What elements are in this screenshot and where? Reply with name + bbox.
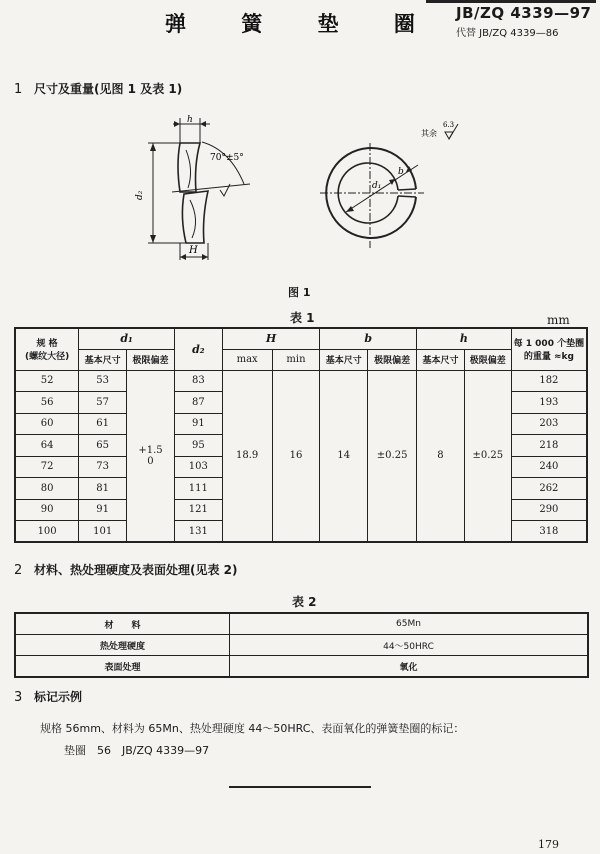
- cell-d1: 101: [79, 521, 127, 543]
- cell-d1: 57: [79, 392, 127, 414]
- cell-d2: 83: [174, 370, 222, 392]
- section-title: 尺寸及重量(见图 1 及表 1): [34, 82, 183, 96]
- section-number: 1: [14, 82, 23, 97]
- roughness-prefix: 其余: [421, 129, 437, 138]
- cell-d2: 131: [174, 521, 222, 543]
- table-row: [15, 370, 587, 392]
- cell-d1: 65: [79, 435, 127, 457]
- material-key: 材 料: [15, 613, 230, 635]
- section-1-heading: [14, 80, 182, 97]
- cell-weight: 218: [511, 435, 587, 457]
- table-row: [15, 613, 588, 635]
- cell-d1: 53: [79, 370, 127, 392]
- marking-example-mark: 垫圈 56 JB/ZQ 4339—97: [64, 744, 210, 757]
- unit-label: mm: [547, 313, 570, 327]
- label-H: H: [189, 245, 198, 256]
- header-H: H: [222, 328, 320, 349]
- d1-tolerance-lower: 0: [147, 455, 154, 467]
- header-d1-tolerance: 极限偏差: [127, 349, 175, 370]
- table-row: [15, 656, 588, 678]
- section-title: 标记示例: [34, 690, 83, 704]
- section-3-heading: [14, 688, 82, 705]
- cell-spec: 60: [15, 413, 79, 435]
- section-2-heading: [14, 561, 238, 578]
- cell-d2: 91: [174, 413, 222, 435]
- label-h: h: [187, 115, 193, 125]
- cell-d1: 91: [79, 499, 127, 521]
- cell-h-basic: 8: [417, 370, 465, 542]
- cell-h-tolerance: ±0.25: [464, 370, 511, 542]
- cell-spec: 56: [15, 392, 79, 414]
- label-d2: d₂: [135, 190, 145, 200]
- cell-spec: 90: [15, 499, 79, 521]
- cell-weight: 240: [511, 456, 587, 478]
- cell-weight: 182: [511, 370, 587, 392]
- cell-spec: 52: [15, 370, 79, 392]
- cell-weight: 262: [511, 478, 587, 500]
- cell-d2: 111: [174, 478, 222, 500]
- surface-treatment-key: 表面处理: [15, 656, 230, 678]
- table-2-caption: 表 2: [292, 595, 317, 609]
- cell-b-basic: 14: [320, 370, 368, 542]
- end-rule: [229, 786, 371, 788]
- cell-d1: 81: [79, 478, 127, 500]
- washer-top-view-drawing: [310, 110, 470, 260]
- roughness-value: 6.3: [443, 121, 455, 129]
- cell-d2: 87: [174, 392, 222, 414]
- hardness-value: 44～50HRC: [230, 635, 589, 656]
- supersedes-note: 代替 JB/ZQ 4339—86: [456, 28, 559, 39]
- header-H-min: min: [272, 349, 320, 370]
- cell-spec: 100: [15, 521, 79, 543]
- cell-d1: 73: [79, 456, 127, 478]
- cell-d2: 103: [174, 456, 222, 478]
- cell-d1: 61: [79, 413, 127, 435]
- label-d1: d₁: [372, 181, 382, 191]
- material-table: [14, 612, 589, 678]
- header-b-tolerance: 极限偏差: [368, 349, 417, 370]
- material-value: 65Mn: [230, 613, 589, 635]
- d1-tolerance-upper: +1.5: [138, 444, 163, 456]
- header-d1-basic: 基本尺寸: [79, 349, 127, 370]
- cell-weight: 290: [511, 499, 587, 521]
- label-b: b: [398, 167, 404, 177]
- header-d1: d₁: [79, 328, 175, 349]
- cell-weight: 193: [511, 392, 587, 414]
- marking-example-text: 规格 56mm、材料为 65Mn、热处理硬度 44～50HRC、表面氧化的弹簧垫圈的标记：: [40, 722, 465, 735]
- header-d2: d₂: [174, 328, 222, 370]
- document-title: 弹 簧 垫 圈: [165, 12, 439, 36]
- surface-treatment-value: 氧化: [230, 656, 589, 678]
- header-rule: [426, 0, 596, 3]
- washer-side-view-drawing: [130, 110, 280, 265]
- cell-spec: 72: [15, 456, 79, 478]
- figure-1-caption: 图 1: [288, 286, 311, 299]
- header-b-basic: 基本尺寸: [320, 349, 368, 370]
- cell-spec: 80: [15, 478, 79, 500]
- cell-H-max: 18.9: [222, 370, 272, 542]
- section-number: 2: [14, 563, 23, 578]
- cell-spec: 64: [15, 435, 79, 457]
- page-number: 179: [538, 838, 559, 851]
- label-angle: 70°±5°: [210, 153, 244, 163]
- table-1-caption: 表 1: [290, 311, 315, 325]
- cell-weight: 203: [511, 413, 587, 435]
- header-H-max: max: [222, 349, 272, 370]
- cell-d2: 121: [174, 499, 222, 521]
- header-h-tolerance: 极限偏差: [464, 349, 511, 370]
- header-spec-sublabel: (螺纹大径): [25, 352, 70, 363]
- cell-d2: 95: [174, 435, 222, 457]
- header-spec-label: 规 格: [36, 339, 58, 350]
- section-number: 3: [14, 690, 23, 705]
- section-title: 材料、热处理硬度及表面处理(见表 2): [34, 563, 238, 577]
- cell-weight: 318: [511, 521, 587, 543]
- cell-d1-tolerance: [127, 370, 175, 542]
- cell-b-tolerance: ±0.25: [368, 370, 417, 542]
- header-weight-sublabel: 的重量 ≈kg: [523, 352, 574, 363]
- dimension-table: [14, 327, 588, 543]
- header-weight-label: 每 1 000 个垫圈: [513, 339, 585, 350]
- hardness-key: 热处理硬度: [15, 635, 230, 656]
- standard-number: JB/ZQ 4339—97: [456, 4, 592, 22]
- cell-H-min: 16: [272, 370, 320, 542]
- table-row: [15, 635, 588, 656]
- header-b: b: [320, 328, 417, 349]
- header-spec: [15, 328, 79, 370]
- header-h: h: [417, 328, 512, 349]
- header-weight: [511, 328, 587, 370]
- header-h-basic: 基本尺寸: [417, 349, 465, 370]
